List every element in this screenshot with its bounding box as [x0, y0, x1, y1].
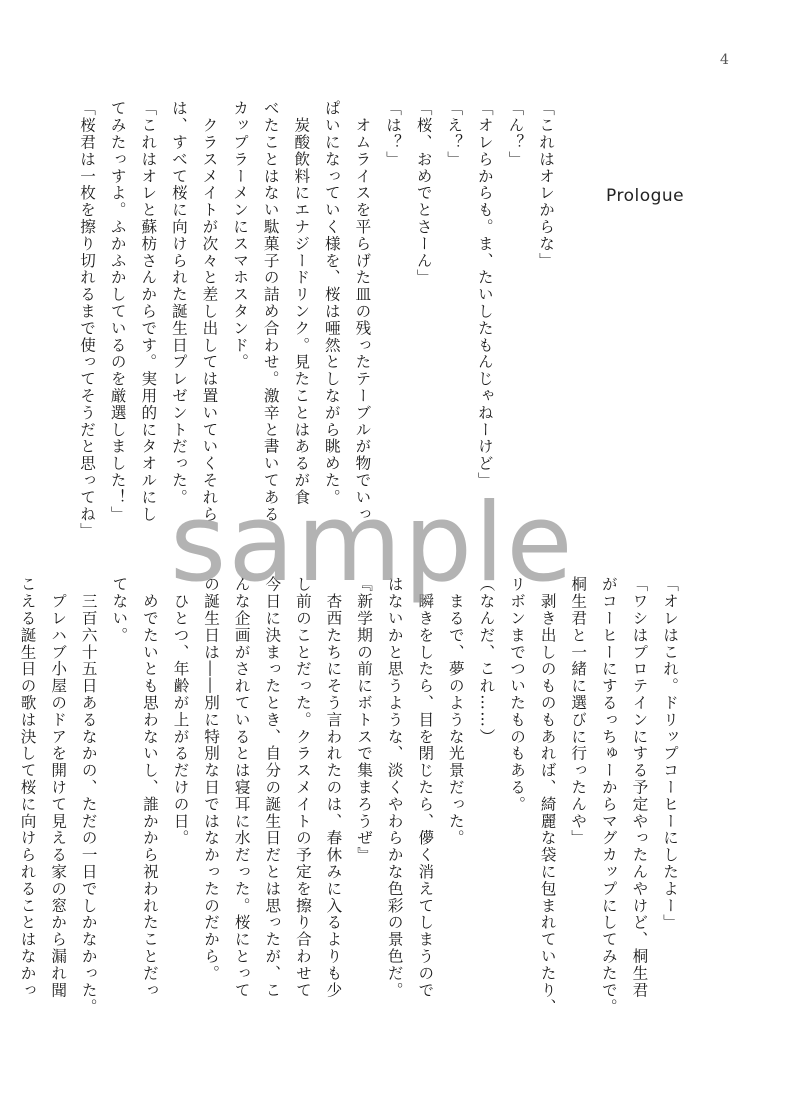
text-line: 「これはオレからな」: [537, 100, 555, 269]
text-line: 「桜、おめでとさーん」: [414, 100, 433, 286]
text-line: 桐生君と一緒に選びに行ったんや」: [569, 576, 588, 847]
text-line: ひとつ、年齢が上がるだけの日。: [171, 576, 190, 847]
top-text-block: [78, 100, 561, 558]
text-line: 瞬きをしたら、目を閉じたら、儚く消えてしまうので: [416, 576, 435, 999]
text-line: 「え？」: [445, 100, 464, 168]
text-line: 剥き出しのものもあれば、綺麗な袋に包まれていたり、: [538, 576, 557, 1016]
sample-watermark: sample: [170, 481, 575, 606]
text-line: 「ん？」: [506, 100, 525, 168]
text-line: べたことはない駄菓子の詰め合わせ。激辛と書いてある: [261, 100, 280, 523]
text-line: プレハブ小屋のドアを開けて見える家の窓から漏れ聞: [49, 576, 68, 999]
page-number: 4: [720, 52, 730, 68]
text-line: 「桜君は一枚を擦り切れるまで使ってそうだと思ってね」: [78, 100, 97, 540]
text-line: 「これはオレと蘇枋さんからです。実用的にタオルにし: [139, 100, 158, 523]
text-line: カップラーメンにスマホスタンド。: [231, 100, 250, 371]
text-line: まるで、夢のような光景だった。: [446, 576, 465, 847]
text-line: がコーヒーにするっちゅーからマグカップにしてみたで。: [599, 576, 618, 1016]
text-line: こえる誕生日の歌は決して桜に向けられることはなかっ: [18, 576, 37, 999]
text-line: （なんだ、これ……）: [477, 576, 496, 745]
text-line: の誕生日は――別に特別な日ではなかったのだから。: [202, 576, 221, 982]
text-line: 炭酸飲料にエナジードリンク。見たことはあるが食: [292, 100, 311, 506]
text-line: リボンまでついたものもある。: [508, 576, 527, 813]
text-line: 「は？」: [384, 100, 403, 168]
text-line: てない。: [110, 576, 129, 644]
text-line: 三百六十五日あるなかの、ただの一日でしかなかった。: [79, 576, 98, 1016]
text-line: 「ワシはプロテインにする予定やったんやけど、桐生君: [630, 576, 649, 999]
text-line: んな企画がされているとは寝耳に水だった。桜にとって: [232, 576, 251, 999]
text-line: はないかと思うような、淡くやわらかな色彩の景色だ。: [385, 576, 404, 999]
text-line: 「オレはこれ。ドリップコーヒーにしたよー」: [661, 576, 679, 931]
text-line: 『新学期の前にボトスで集まろうぜ』: [355, 576, 374, 864]
text-line: し前のことだった。クラスメイトの予定を擦り合わせて: [293, 576, 312, 999]
text-line: 杏西たちにそう言われたのは、春休みに入るよりも少: [324, 576, 343, 999]
chapter-title: Prologue: [606, 186, 685, 206]
text-line: オムライスを平らげた皿の残ったテーブルが物でいっ: [353, 100, 372, 523]
text-line: めでたいとも思わないし、誰かから祝われたことだっ: [140, 576, 159, 999]
bottom-text-block: [18, 576, 685, 1046]
text-line: は、すべて桜に向けられた誕生日プレゼントだった。: [169, 100, 188, 506]
text-line: 「オレらからも。ま、たいしたもんじゃねーけど」: [475, 100, 494, 489]
text-line: ぱいになっていく様を、桜は唖然としながら眺めた。: [322, 100, 341, 506]
text-line: てみたっすよ。ふかふかしているのを厳選しました！」: [108, 100, 127, 523]
text-line: クラスメイトが次々と差し出しては置いていくそれら: [200, 100, 219, 523]
text-line: 今日に決まったとき、自分の誕生日だとは思ったが、こ: [263, 576, 282, 999]
